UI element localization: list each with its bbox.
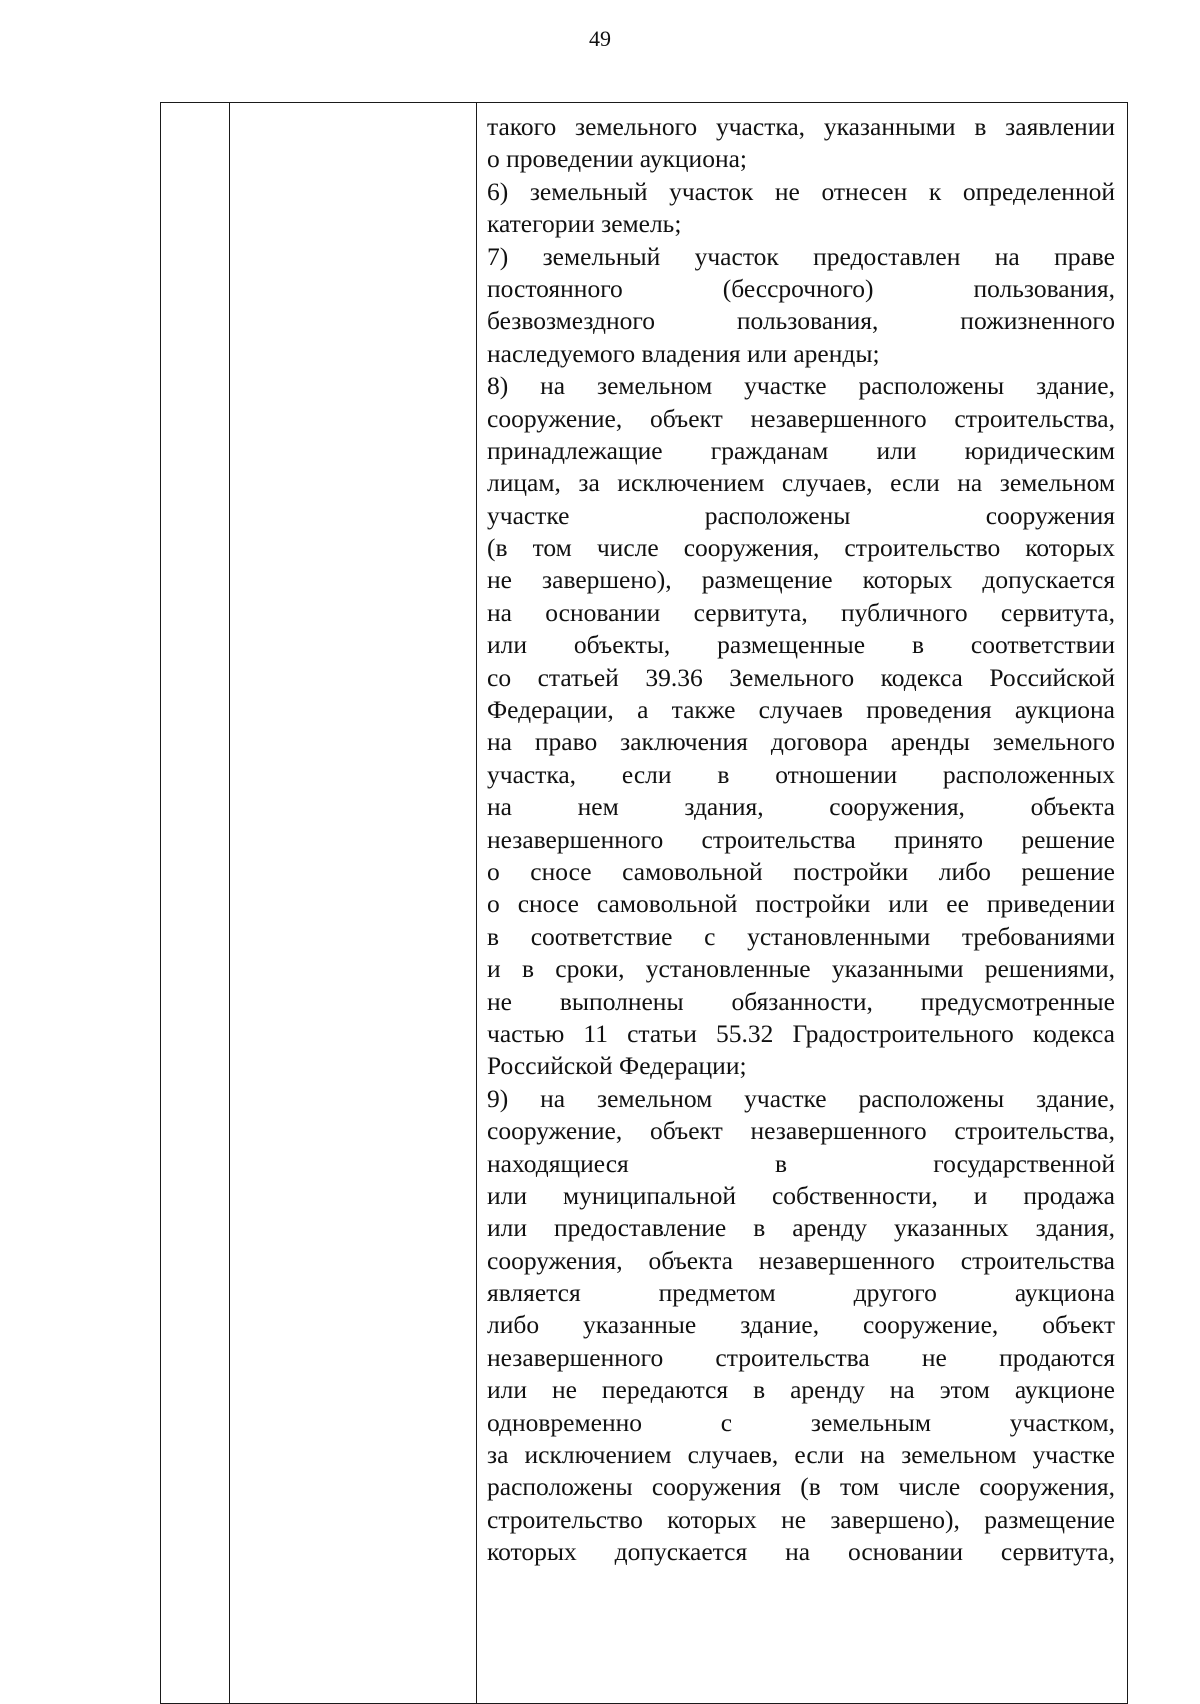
text-line: за исключением случаев, если на земельном участке [487, 1440, 1115, 1470]
table-column-divider-2 [476, 103, 477, 1703]
text-line: расположены сооружения (в том числе сооружения, [487, 1472, 1115, 1502]
text-line: сооружения, объекта незавершенного строительства [487, 1245, 1115, 1275]
text-line: или объекты, размещенные в соответствии [487, 630, 1115, 660]
text-line: сооружение, объект незавершенного строительства, [487, 1116, 1115, 1146]
text-line: на право заключения договора аренды земельного [487, 727, 1115, 757]
text-line: в соответствие с установленными требованиями [487, 921, 1115, 951]
text-line: или предоставление в аренду указанных здания, [487, 1213, 1115, 1243]
text-line: наследуемого владения или аренды; [487, 338, 880, 368]
text-line: безвозмездного пользования, пожизненного [487, 306, 1115, 336]
text-line: постоянного (бессрочного) пользования, [487, 273, 1115, 303]
text-line: находящиеся в государственной [487, 1148, 1115, 1178]
text-line: о сносе самовольной постройки либо решение [487, 856, 1115, 886]
text-line: 9) на земельном участке расположены здание, [487, 1083, 1115, 1113]
text-line: о сносе самовольной постройки или ее приведении [487, 889, 1115, 919]
text-line: 6) земельный участок не отнесен к определенной [487, 176, 1115, 206]
text-line: сооружение, объект незавершенного строительства, [487, 403, 1115, 433]
text-line: Российской Федерации; [487, 1051, 747, 1081]
text-line: строительство которых не завершено), размещение [487, 1504, 1115, 1534]
text-line: незавершенного строительства принято решение [487, 824, 1115, 854]
text-line: категории земель; [487, 209, 682, 239]
text-line: (в том числе сооружения, строительство которых [487, 533, 1115, 563]
page-number: 49 [589, 26, 611, 51]
text-line: или муниципальной собственности, и продажа [487, 1180, 1115, 1210]
text-line: является предметом другого аукциона [487, 1278, 1115, 1308]
text-line: частью 11 статьи 55.32 Градостроительного кодекса [487, 1018, 1115, 1048]
text-line: которых допускается на основании сервитута, [487, 1537, 1115, 1567]
document-table [160, 102, 1128, 1704]
text-line: 7) земельный участок предоставлен на праве [487, 241, 1115, 271]
text-line: на нем здания, сооружения, объекта [487, 792, 1115, 822]
text-line: незавершенного строительства не продаются [487, 1342, 1115, 1372]
text-line: со статьей 39.36 Земельного кодекса Российской [487, 662, 1115, 692]
text-line: либо указанные здание, сооружение, объект [487, 1310, 1115, 1340]
text-line: и в сроки, установленные указанными решениями, [487, 954, 1115, 984]
text-line: принадлежащие гражданам или юридическим [487, 435, 1115, 465]
text-line: не завершено), размещение которых допускается [487, 565, 1115, 595]
text-line: одновременно с земельным участком, [487, 1407, 1115, 1437]
text-line: на основании сервитута, публичного сервитута, [487, 597, 1115, 627]
text-line: о проведении аукциона; [487, 144, 748, 174]
text-line: такого земельного участка, указанными в заявлении [487, 112, 1115, 141]
table-content-cell [487, 111, 1115, 1569]
text-line: или не передаются в аренду на этом аукционе [487, 1375, 1115, 1405]
text-line: не выполнены обязанности, предусмотренные [487, 986, 1115, 1016]
text-line: участке расположены сооружения [487, 500, 1115, 530]
text-line: 8) на земельном участке расположены здание, [487, 371, 1115, 401]
table-column-divider-1 [229, 103, 230, 1703]
text-line: лицам, за исключением случаев, если на земельном [487, 468, 1115, 498]
text-line: Федерации, а также случаев проведения аукциона [487, 695, 1115, 725]
text-line: участка, если в отношении расположенных [487, 759, 1115, 789]
